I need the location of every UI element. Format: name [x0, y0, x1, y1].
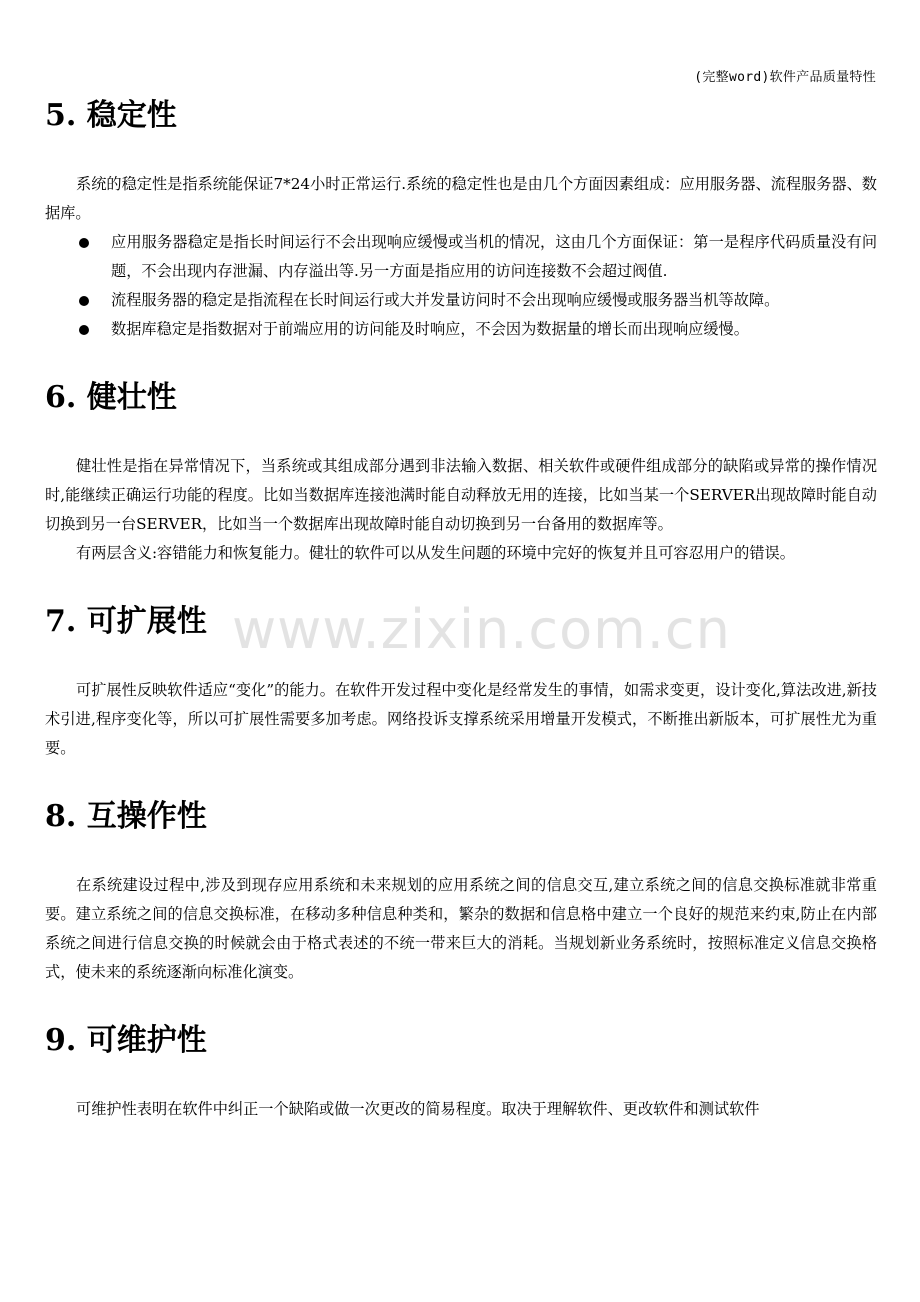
paragraph: 有两层含义:容错能力和恢复能力。健壮的软件可以从发生问题的环境中完好的恢复并且可容忍用户的错误。	[76, 544, 795, 562]
section-title: 5. 稳定性	[45, 98, 177, 133]
paragraph: 可维护性表明在软件中纠正一个缺陷或做一次更改的简易程度。取决于理解软件、更改软件和测试软件	[76, 1100, 760, 1118]
section-title: 6. 健壮性	[45, 380, 177, 415]
paragraph: 系统的稳定性是指系统能保证7*24小时正常运行.系统的稳定性也是由几个方面因素组成：应用服务器、流程服务器、数据库。	[45, 175, 877, 222]
watermark: www.zixin.com.cn	[232, 598, 731, 661]
section-robustness	[45, 374, 877, 568]
bullet-list	[45, 228, 877, 344]
section-stability	[45, 92, 877, 344]
paragraph: 在系统建设过程中,涉及到现存应用系统和未来规划的应用系统之间的信息交互,建立系统之间的信息交换标准就非常重要。建立系统之间的信息交换标准，在移动多种信息种类和，繁杂的数据和信息格中建立一个良好的规范来约束,防止在内部系统之间进行信息交换的时候就会由于格式表述的不统一带来巨大的消耗。当规划新业务系统时，按照标准定义信息交换格式，使未来的系统逐渐向标准化演变。	[45, 876, 877, 981]
list-item	[45, 228, 877, 286]
section-scalability	[45, 598, 877, 763]
bullet-icon	[79, 238, 89, 248]
list-item-text: 数据库稳定是指数据对于前端应用的访问能及时响应，不会因为数据量的增长而出现响应缓慢。	[111, 320, 749, 338]
paragraph: 健壮性是指在异常情况下，当系统或其组成部分遇到非法输入数据、相关软件或硬件组成部分的缺陷或异常的操作情况时,能继续正确运行功能的程度。比如当数据库连接池满时能自动释放无用的连接，比如当某一个SERVER出现故障时能自动切换到另一台SERVER，比如当一个数据库出现故障时能自动切换到另一台备用的数据库等。	[45, 457, 877, 533]
section-interoperability	[45, 793, 877, 987]
list-item	[45, 315, 877, 344]
section-maintainability	[45, 1017, 877, 1124]
list-item-text: 应用服务器稳定是指长时间运行不会出现响应缓慢或当机的情况，这由几个方面保证：第一是程序代码质量没有问题，不会出现内存泄漏、内存溢出等.另一方面是指应用的访问连接数不会超过阀值.	[111, 233, 877, 280]
section-title: 9. 可维护性	[45, 1023, 207, 1058]
list-item	[45, 286, 877, 315]
list-item-text: 流程服务器的稳定是指流程在长时间运行或大并发量访问时不会出现响应缓慢或服务器当机等故障。	[111, 291, 780, 309]
document-body	[45, 92, 877, 1154]
bullet-icon	[79, 325, 89, 335]
running-header: (完整word)软件产品质量特性	[694, 70, 876, 85]
paragraph: 可扩展性反映软件适应“变化”的能力。在软件开发过程中变化是经常发生的事情，如需求变更，设计变化,算法改进,新技术引进,程序变化等，所以可扩展性需要多加考虑。网络投诉支撑系统采用增量开发模式，不断推出新版本，可扩展性尤为重要。	[45, 681, 877, 757]
bullet-icon	[79, 296, 89, 306]
section-title: 8. 互操作性	[45, 799, 207, 834]
section-title: 7. 可扩展性	[45, 604, 207, 639]
